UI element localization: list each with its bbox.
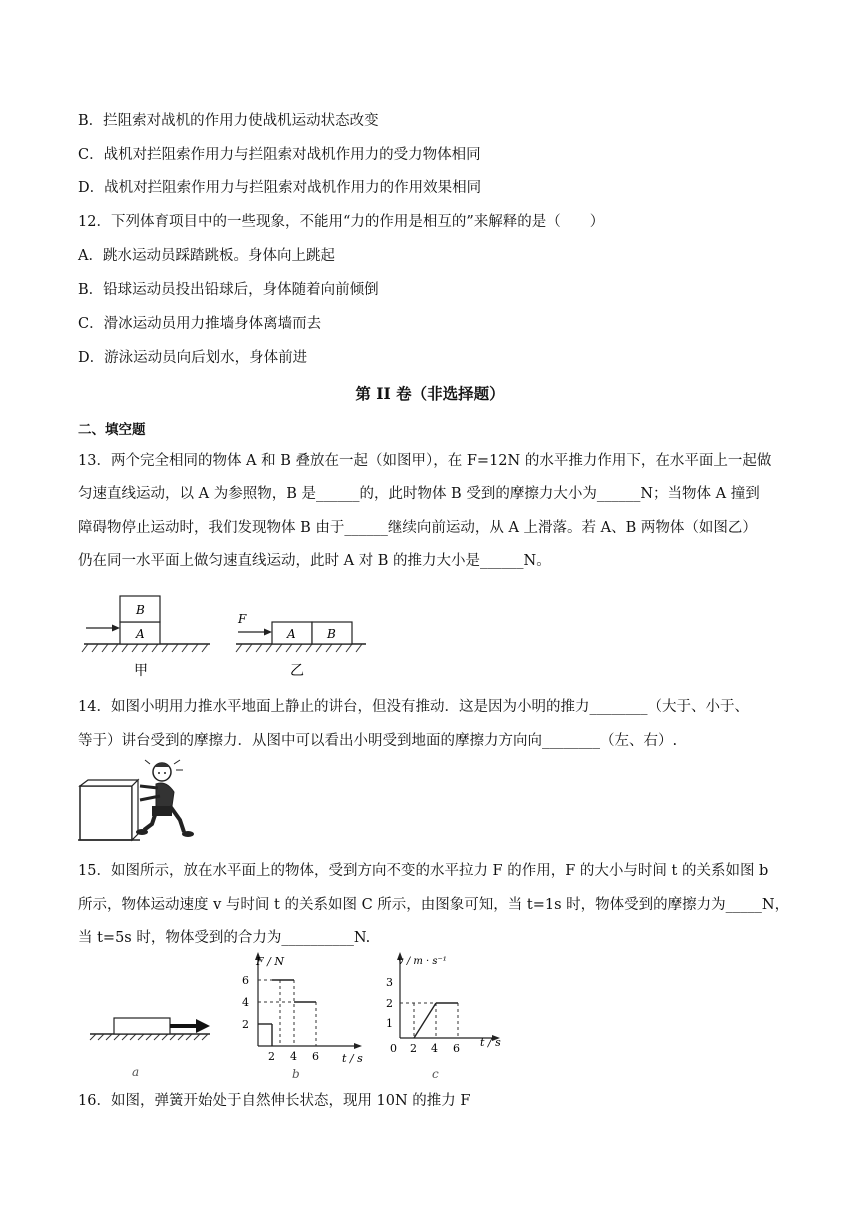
label-a: A bbox=[287, 627, 296, 641]
figure-c-velocity-graph bbox=[384, 948, 514, 1083]
b-ylabel: F / N bbox=[256, 955, 284, 968]
q16-line-1: 16．如图，弹簧开始处于自然伸长状态，现用 10N 的推力 F bbox=[78, 1093, 471, 1109]
label-f: F bbox=[238, 612, 247, 626]
c-xlabel: t / s bbox=[480, 1036, 501, 1049]
force-arrow-icon bbox=[264, 629, 272, 636]
q15-line-1: 15．如图所示，放在水平面上的物体，受到方向不变的水平拉力 F 的作用，F 的大小与时间 t 的关系如图 b bbox=[78, 863, 769, 879]
q14-line-2: 等于）讲台受到的摩擦力．从图中可以看出小明受到地面的摩擦力方向向________（左、右）. bbox=[78, 733, 678, 749]
c-xtick: 6 bbox=[453, 1042, 460, 1055]
b-xtick: 4 bbox=[290, 1050, 297, 1063]
c-ytick: 1 bbox=[386, 1017, 393, 1030]
object-block bbox=[114, 1018, 170, 1034]
part-title: 第 II 卷（非选择题） bbox=[355, 384, 505, 403]
figure-label-a: a bbox=[132, 1065, 140, 1079]
q12-option-c: C．滑冰运动员用力推墙身体离墙而去 bbox=[78, 316, 322, 332]
q14-line-1: 14．如图小明用力推水平地面上静止的讲台，但没有推动．这是因为小明的推力________（大于、小于、 bbox=[78, 699, 749, 715]
platform-box bbox=[80, 786, 132, 840]
q12-option-a: A．跳水运动员踩踏跳板。身体向上跳起 bbox=[78, 248, 335, 264]
figure-label-b: b bbox=[292, 1067, 300, 1081]
c-ytick: 2 bbox=[386, 997, 393, 1010]
c-ytick: 3 bbox=[386, 976, 393, 989]
c-ylabel: v / m · s⁻¹ bbox=[398, 956, 447, 967]
c-velocity-line bbox=[414, 1003, 458, 1038]
figure-jia bbox=[80, 590, 220, 680]
b-xlabel: t / s bbox=[342, 1052, 363, 1065]
q11-option-b: B．拦阻索对战机的作用力使战机运动状态改变 bbox=[78, 113, 379, 129]
q12-option-d: D．游泳运动员向后划水，身体前进 bbox=[78, 350, 308, 366]
b-xtick: 2 bbox=[268, 1050, 275, 1063]
q13-line-2: 匀速直线运动，以 A 为参照物，B 是______的，此时物体 B 受到的摩擦力大小为______N；当物体 A 撞到 bbox=[78, 486, 760, 502]
figure-yi bbox=[234, 590, 374, 680]
q13-line-3: 障碍物停止运动时，我们发现物体 B 由于______继续向前运动，从 A 上滑落。若 A、B 两物体（如图乙） bbox=[78, 520, 757, 536]
b-ytick: 6 bbox=[242, 974, 249, 987]
b-ytick: 4 bbox=[242, 996, 249, 1009]
figure-label-c: c bbox=[432, 1067, 439, 1081]
c-xtick: 2 bbox=[410, 1042, 417, 1055]
q13-line-4: 仍在同一水平面上做匀速直线运动，此时 A 对 B 的推力大小是______N。 bbox=[78, 553, 551, 569]
b-ytick: 2 bbox=[242, 1018, 249, 1031]
b-xtick: 6 bbox=[312, 1050, 319, 1063]
section-heading: 二、填空题 bbox=[78, 422, 146, 438]
c-xtick: 0 bbox=[390, 1042, 397, 1055]
pull-arrow-icon bbox=[196, 1019, 210, 1033]
b-force-line bbox=[258, 980, 316, 1046]
figure-label-jia: 甲 bbox=[134, 663, 148, 679]
q12-stem: 12．下列体育项目中的一些现象，不能用“力的作用是相互的”来解释的是（ ） bbox=[78, 214, 605, 230]
q15-line-3: 当 t=5s 时，物体受到的合力为__________N. bbox=[78, 930, 371, 946]
figure-b-force-graph bbox=[236, 948, 366, 1083]
q13-line-1: 13．两个完全相同的物体 A 和 B 叠放在一起（如图甲），在 F=12N 的水平推力作用下，在水平面上一起做 bbox=[78, 453, 772, 469]
q15-line-2: 所示，物体运动速度 v 与时间 t 的关系如图 C 所示，由图象可知，当 t=1s 时，物体受到的摩擦力为_____N， bbox=[78, 897, 790, 913]
figure-label-yi: 乙 bbox=[290, 663, 304, 679]
figure-a bbox=[88, 1000, 218, 1080]
label-b: B bbox=[327, 627, 336, 641]
q12-option-b: B．铅球运动员投出铅球后，身体随着向前倾倒 bbox=[78, 282, 379, 298]
label-b: B bbox=[136, 603, 145, 617]
force-arrow-icon bbox=[112, 625, 120, 632]
figure-boy-pushing bbox=[78, 758, 208, 844]
c-xtick: 4 bbox=[431, 1042, 438, 1055]
boy-figure-icon bbox=[136, 760, 194, 837]
q11-option-c: C．战机对拦阻索作用力与拦阻索对战机作用力的受力物体相同 bbox=[78, 147, 481, 163]
label-a: A bbox=[136, 627, 145, 641]
q11-option-d: D．战机对拦阻索作用力与拦阻索对战机作用力的作用效果相同 bbox=[78, 180, 482, 196]
